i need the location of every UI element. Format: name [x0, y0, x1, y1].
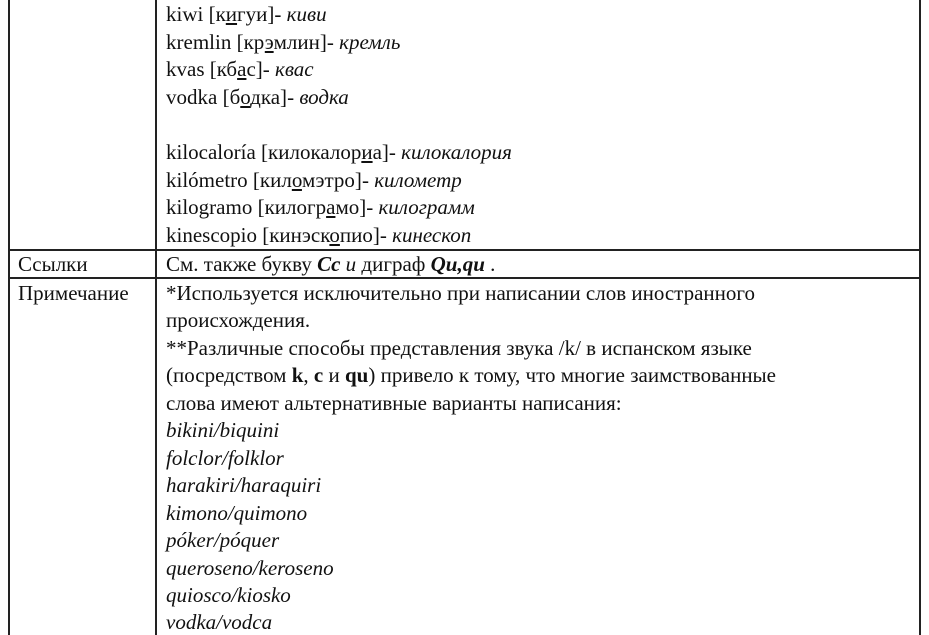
variant-spelling: queroseno/keroseno — [166, 556, 334, 580]
variant-spelling: vodka/vodca — [166, 610, 273, 634]
note-line: происхождения. — [166, 308, 311, 332]
variant-spelling: kimono/quimono — [166, 501, 308, 525]
example-line: vodka [бодка]- водка — [166, 85, 349, 109]
note-line: слова имеют альтернативные варианты написания: — [166, 391, 622, 415]
links-row-text: См. также букву Cc и диграф Qu,qu . — [166, 252, 496, 276]
note-line: *Используется исключительно при написании слов иностранного — [166, 281, 755, 305]
table-column-divider — [155, 0, 157, 635]
example-line: kremlin [крэмлин]- кремль — [166, 30, 401, 54]
example-line: kiwi [кигуи]- киви — [166, 2, 327, 26]
example-line: kinescopio [кинэскопио]- кинескоп — [166, 223, 472, 247]
row-divider-links-bottom — [8, 277, 921, 279]
variant-spelling: folclor/folklor — [166, 446, 284, 470]
variant-spelling: póker/póquer — [166, 528, 280, 552]
example-line: kilogramo [килограмо]- килограмм — [166, 195, 475, 219]
variant-spelling: quiosco/kiosko — [166, 583, 291, 607]
table-border-right — [919, 0, 921, 635]
note-row-label: Примечание — [18, 281, 129, 305]
note-line: (посредством k, c и qu) привело к тому, что многие заимствованные — [166, 363, 776, 387]
variant-spelling: harakiri/haraquiri — [166, 473, 322, 497]
links-row-label: Ссылки — [18, 252, 88, 276]
example-line: kilocaloría [килокалориа]- килокалория — [166, 140, 512, 164]
note-line: **Различные способы представления звука /k/ в испанском языке — [166, 336, 752, 360]
table-border-left — [8, 0, 10, 635]
example-line: kvas [кбас]- квас — [166, 57, 314, 81]
example-line: kilómetro [киломэтро]- километр — [166, 168, 462, 192]
variant-spelling: bikini/biquini — [166, 418, 280, 442]
